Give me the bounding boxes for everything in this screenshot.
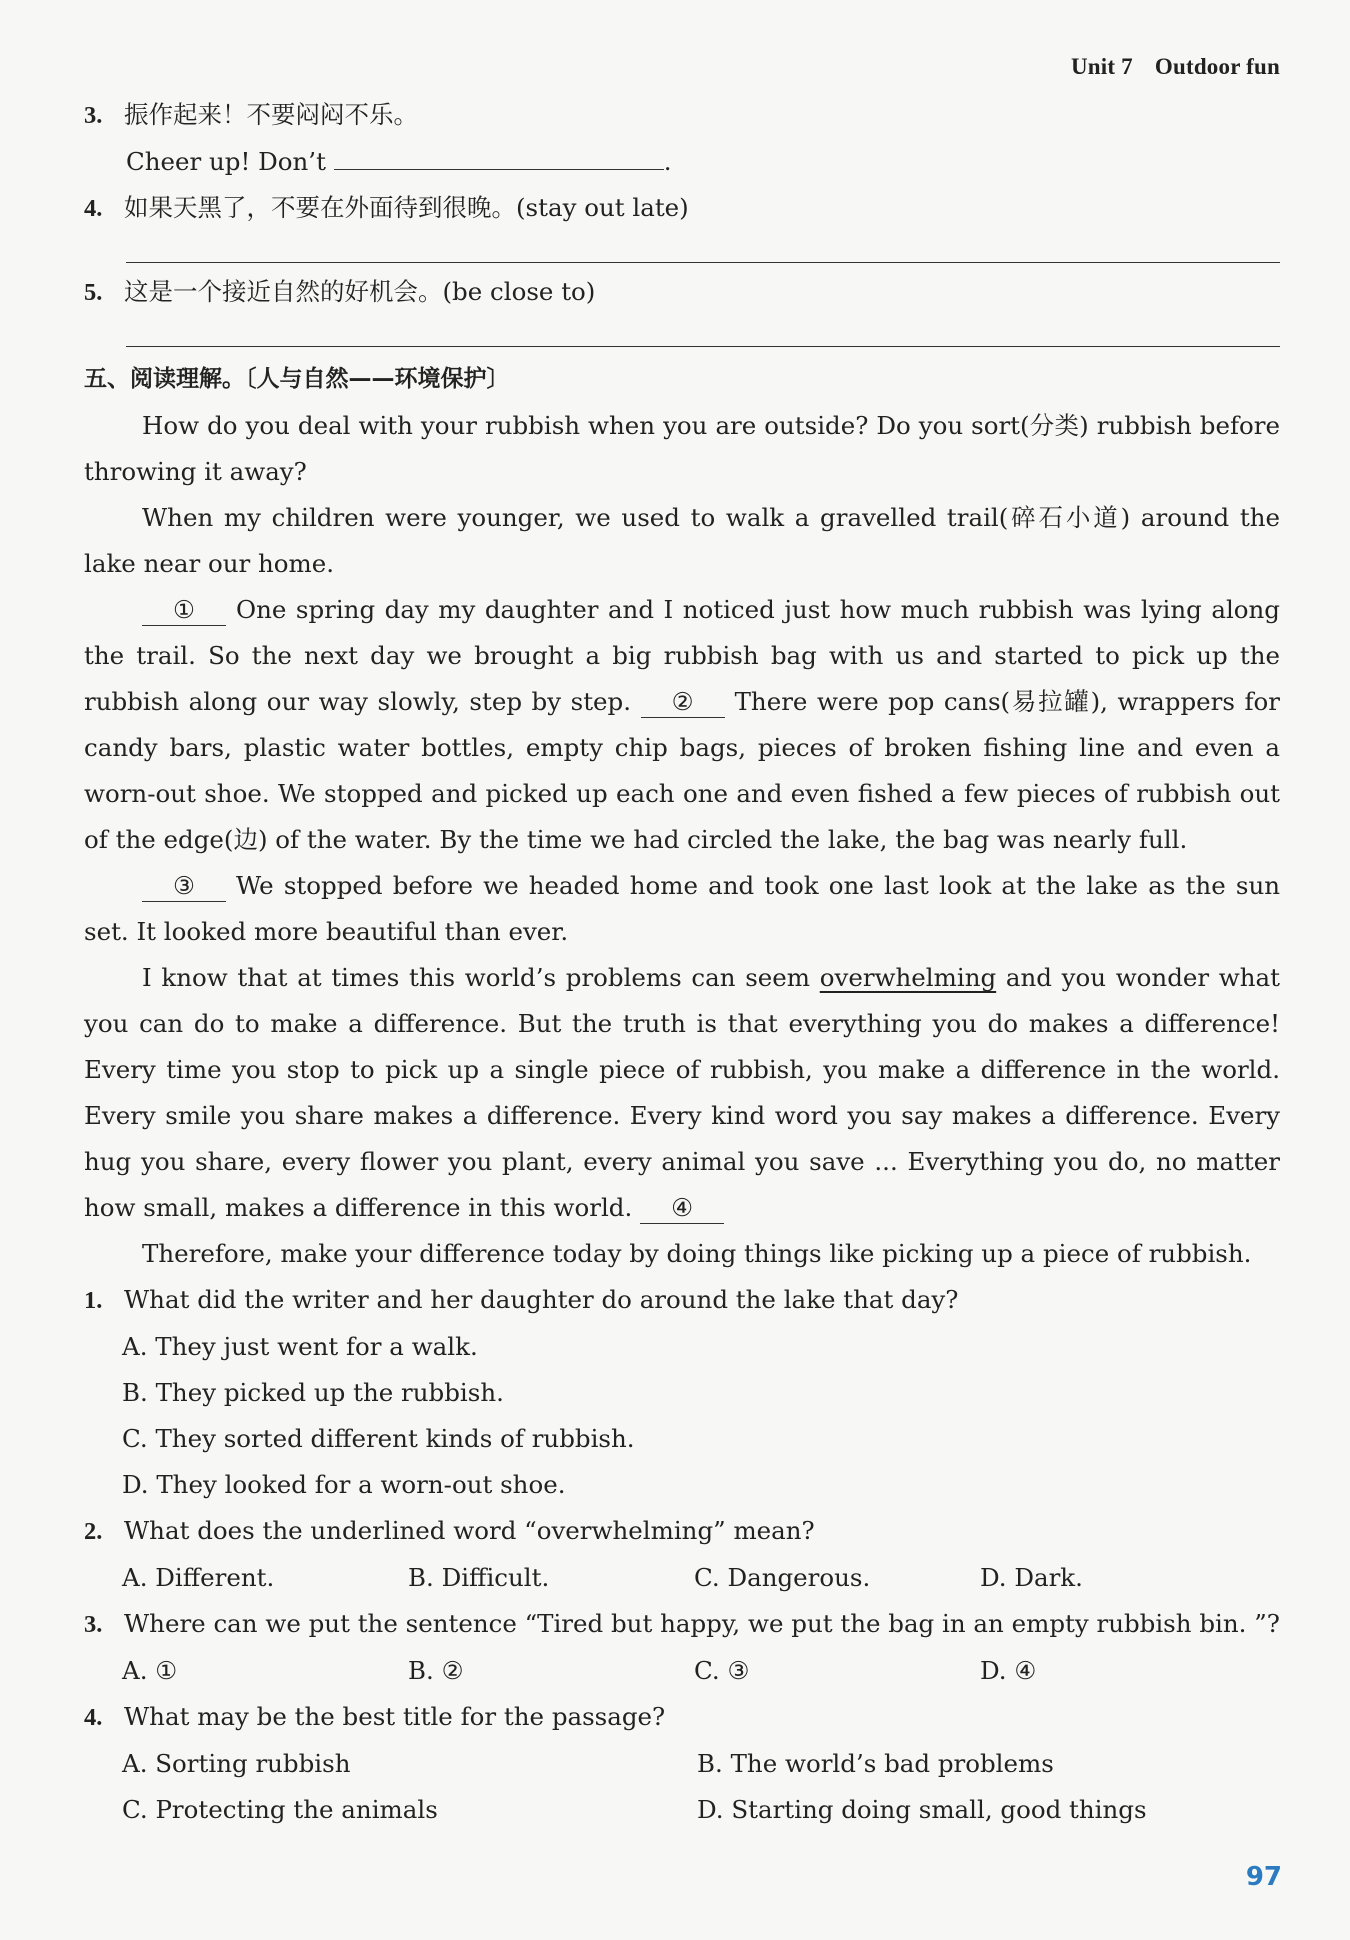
- gap-2: ②: [641, 687, 725, 718]
- question-text: Where can we put the sentence “Tired but happy, we put the bag in an empty rubbish bin. ”?: [124, 1609, 1280, 1638]
- option-a[interactable]: A. They just went for a walk.: [122, 1332, 478, 1361]
- gap-1: ①: [142, 595, 226, 626]
- option-a[interactable]: A. Sorting rubbish: [122, 1749, 351, 1778]
- option-c[interactable]: C. Dangerous.: [694, 1563, 871, 1592]
- option-b[interactable]: B. Difficult.: [408, 1563, 550, 1592]
- option-a[interactable]: A. ①: [122, 1656, 178, 1685]
- question-4: [84, 1694, 1280, 1833]
- paragraph-text: There were pop cans(易拉罐), wrappers for candy bars, plastic water bottles, empty chip bags, pieces of broken fishing line and even a worn-out shoe. We stopped and picked up each one and even fished a few pieces of rubbish out of the edge(边) of the water. By the time we had circled the lake, the bag was nearly full.: [84, 687, 1280, 854]
- passage-paragraph-2: When my children were younger, we used to walk a gravelled trail(碎石小道) around the lake near our home.: [84, 503, 1280, 578]
- answer-blank[interactable]: [334, 145, 664, 170]
- question-number: 4.: [84, 195, 103, 222]
- paragraph-text: and you wonder what you can do to make a difference. But the truth is that everything you do makes a difference! Every time you stop to pick up a single piece of rubbish, you make a difference in the world. Every smile you share makes a difference. Every kind word you say makes a difference. Every hug you share, every flower you plant, every animal you save ... Everything you do, no matter how small, makes a difference in this world.: [84, 963, 1280, 1222]
- question-text: What did the writer and her daughter do around the lake that day?: [124, 1285, 959, 1314]
- option-c[interactable]: C. ③: [694, 1656, 750, 1685]
- section-title: 五、阅读理解。〔人与自然——环境保护〕: [84, 366, 510, 392]
- question-chinese: 振作起来！不要闷闷不乐。: [124, 100, 418, 129]
- underlined-word: overwhelming: [819, 963, 997, 992]
- option-b[interactable]: B. ②: [408, 1656, 464, 1685]
- answer-line[interactable]: [126, 316, 1280, 347]
- option-a[interactable]: A. Different.: [122, 1563, 275, 1592]
- paragraph-text: We stopped before we headed home and took one last look at the lake as the sun set. It looked more beautiful than ever.: [84, 871, 1280, 946]
- paragraph-text: One spring day my daughter and I noticed just how much rubbish was lying along the trail. So the next day we brought a big rubbish bag with us and started to pick up the rubbish along our way slowly, step by step.: [84, 595, 1280, 716]
- unit-title: Outdoor fun: [1154, 54, 1280, 79]
- question-chinese: 如果天黑了，不要在外面待到很晚。(stay out late): [124, 193, 689, 222]
- translation-q5: [84, 269, 1280, 347]
- question-number: 5.: [84, 279, 103, 306]
- option-d[interactable]: D. They looked for a worn-out shoe.: [122, 1470, 566, 1499]
- question-3: [84, 1601, 1280, 1694]
- sentence-prefix: Cheer up! Don’t: [126, 147, 326, 176]
- translation-q4: [84, 185, 1280, 263]
- paragraph-text: I know that at times this world’s problems can seem: [142, 963, 811, 992]
- page-number: 97: [1245, 1862, 1282, 1892]
- question-number: 4.: [84, 1704, 103, 1731]
- translation-q3: [84, 92, 1280, 185]
- question-number: 3.: [84, 1611, 103, 1638]
- option-c[interactable]: C. Protecting the animals: [122, 1795, 438, 1824]
- question-chinese: 这是一个接近自然的好机会。(be close to): [124, 277, 596, 306]
- question-2: [84, 1508, 1280, 1601]
- answer-line[interactable]: [126, 232, 1280, 263]
- option-b[interactable]: B. They picked up the rubbish.: [122, 1378, 504, 1407]
- option-d[interactable]: D. Starting doing small, good things: [697, 1795, 1147, 1824]
- sentence-suffix: .: [663, 147, 672, 176]
- option-d[interactable]: D. ④: [980, 1656, 1037, 1685]
- gap-3: ③: [142, 871, 226, 902]
- question-1: [84, 1277, 1280, 1508]
- question-text: What does the underlined word “overwhelming” mean?: [124, 1516, 815, 1545]
- passage-paragraph-4: [84, 863, 1280, 955]
- passage-paragraph-6: Therefore, make your difference today by doing things like picking up a piece of rubbish.: [142, 1239, 1252, 1268]
- question-text: What may be the best title for the passage?: [124, 1702, 666, 1731]
- unit-label: Unit 7: [1070, 54, 1133, 79]
- question-number: 1.: [84, 1287, 103, 1314]
- passage-paragraph-3: [84, 587, 1280, 863]
- passage-paragraph-5: [84, 955, 1280, 1231]
- running-header: [1071, 54, 1280, 80]
- question-number: 3.: [84, 102, 103, 129]
- passage-paragraph-1: How do you deal with your rubbish when you are outside? Do you sort(分类) rubbish before throwing it away?: [84, 411, 1280, 486]
- option-c[interactable]: C. They sorted different kinds of rubbish.: [122, 1424, 635, 1453]
- question-number: 2.: [84, 1518, 103, 1545]
- option-d[interactable]: D. Dark.: [980, 1563, 1083, 1592]
- option-b[interactable]: B. The world’s bad problems: [697, 1749, 1054, 1778]
- page-content: [84, 92, 1280, 1833]
- gap-4: ④: [640, 1193, 724, 1224]
